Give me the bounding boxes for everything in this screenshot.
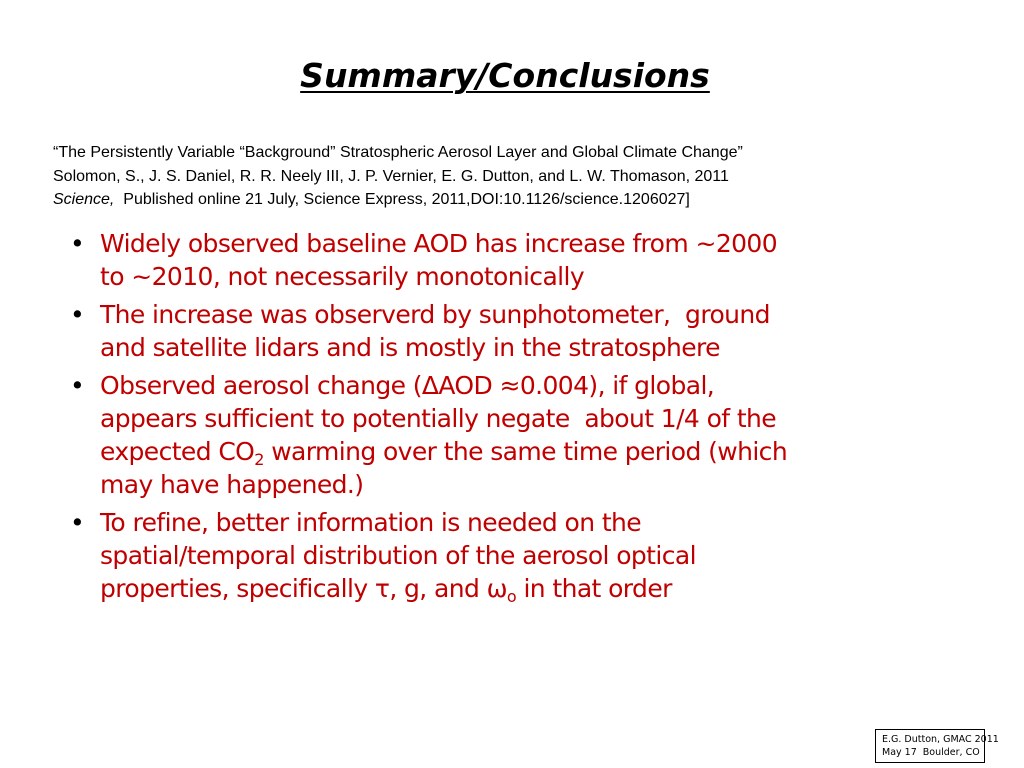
conclusions-list (70, 227, 970, 610)
bullet-icon: • (70, 508, 85, 537)
bullet-line: Observed aerosol change (ΔAOD ≈0.004), if global, (100, 371, 715, 400)
bullet-icon: • (70, 300, 85, 329)
bullet-line: to ~2010, not necessarily monotonically (100, 262, 585, 291)
bullet-line: The increase was observerd by sunphotometer, ground (100, 300, 770, 329)
list-item (70, 298, 970, 364)
footer-author: E.G. Dutton, GMAC 2011 (882, 734, 999, 745)
bullet-text-segment: warming over the same time period (which (263, 437, 788, 466)
bullet-line: appears sufficient to potentially negate about 1/4 of the (100, 404, 777, 433)
bullet-line (100, 435, 970, 468)
bullet-text-segment: expected CO (100, 437, 255, 466)
bullet-line: Widely observed baseline AOD has increase from ~2000 (100, 229, 778, 258)
citation-publication-details: Published online 21 July, Science Express, 2011,DOI:10.1126/science.1206027] (114, 191, 690, 208)
bullet-text-segment: properties, specifically τ, g, and ω (100, 574, 507, 603)
bullet-text (100, 506, 970, 605)
citation-journal: Science, (53, 191, 115, 208)
citation (53, 141, 953, 212)
slide-title: Summary/Conclusions (300, 56, 710, 95)
bullet-line: spatial/temporal distribution of the aerosol optical (100, 541, 696, 570)
footer-date-location: May 17 Boulder, CO (882, 747, 980, 758)
subscript: 2 (254, 450, 264, 469)
list-item (70, 227, 970, 293)
bullet-icon: • (70, 371, 85, 400)
citation-publication (53, 188, 953, 212)
bullet-text (100, 298, 970, 364)
subscript: o (506, 587, 517, 606)
bullet-text (100, 369, 970, 501)
list-item (70, 369, 970, 501)
citation-authors: Solomon, S., J. S. Daniel, R. R. Neely III, J. P. Vernier, E. G. Dutton, and L. W. Thomason, 2011 (53, 167, 729, 185)
footer-box (875, 729, 999, 763)
bullet-line: may have happened.) (100, 470, 364, 499)
bullet-line: and satellite lidars and is mostly in the stratosphere (100, 333, 720, 362)
citation-title: “The Persistently Variable “Background” Stratospheric Aerosol Layer and Global Climate Change” (53, 144, 743, 161)
bullet-text (100, 227, 970, 293)
bullet-text-segment: in that order (516, 574, 672, 603)
bullet-line (100, 572, 970, 605)
bullet-icon: • (70, 229, 85, 258)
list-item (70, 506, 970, 605)
bullet-line: To refine, better information is needed on the (100, 508, 642, 537)
